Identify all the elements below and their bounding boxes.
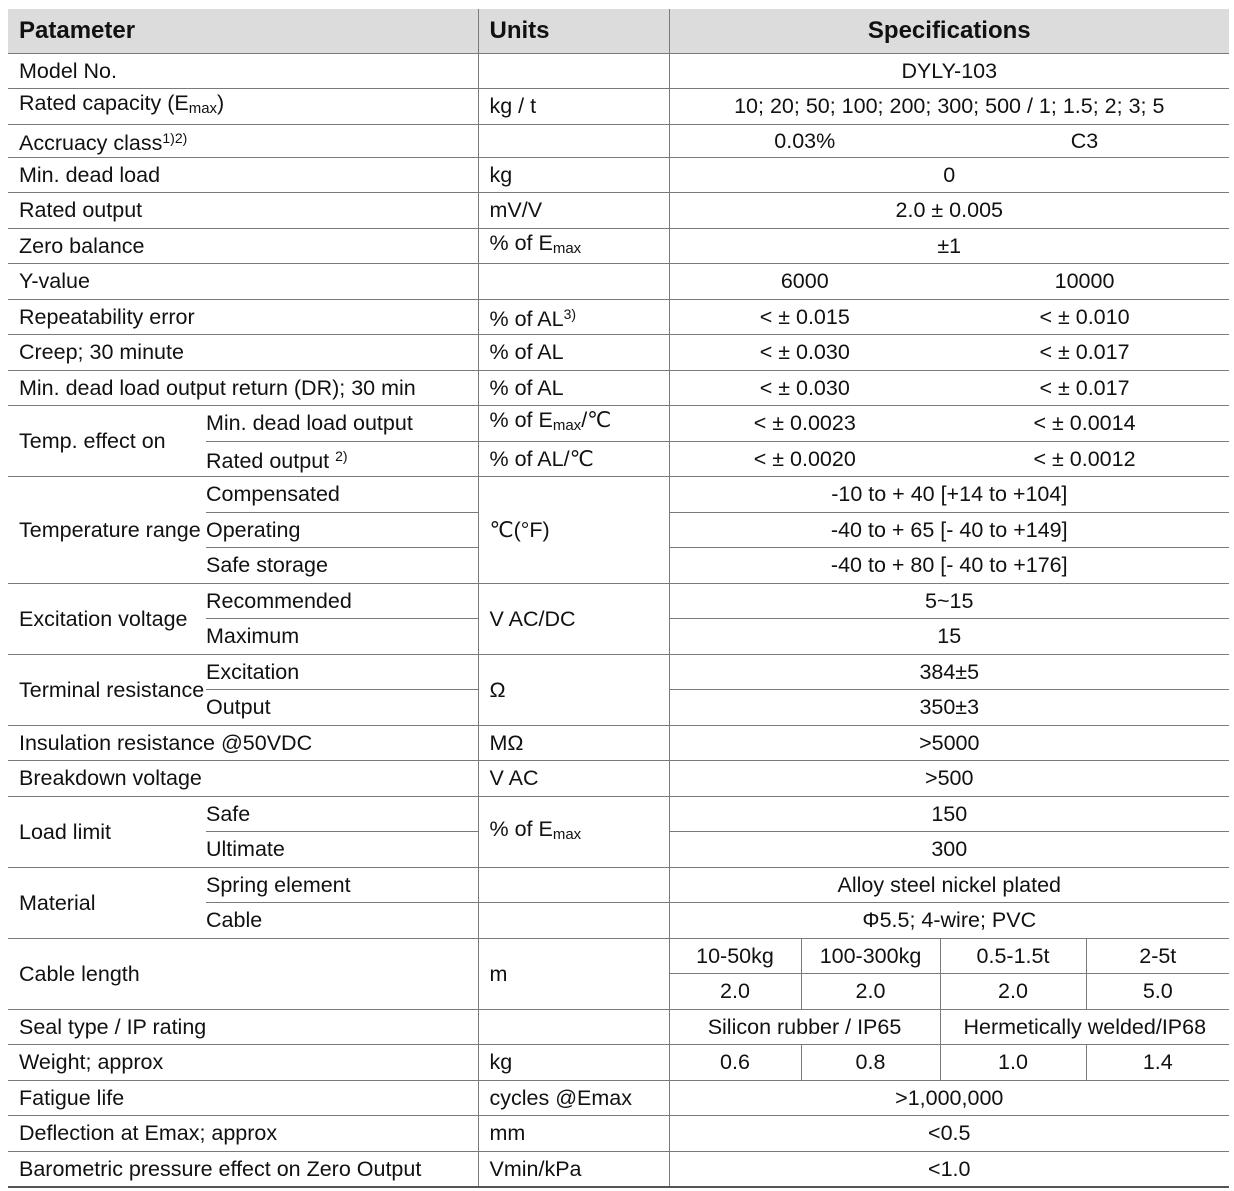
value-repeat-2: < ± 0.010 (940, 299, 1229, 335)
sub-material-spring: Spring element (206, 867, 478, 903)
param-zero: Zero balance (8, 228, 478, 264)
value-temp-effect-deadload-2: < ± 0.0014 (940, 406, 1229, 442)
unit-excitation: V AC/DC (478, 583, 669, 654)
value-yvalue-1: 6000 (669, 264, 940, 300)
unit-ratedout: mV/V (478, 193, 669, 229)
value-loadlimit-safe: 150 (669, 796, 1229, 832)
unit-zero: % of $E_{max}$ (478, 228, 669, 264)
unit-yvalue (478, 264, 669, 300)
cable-length-4: 5.0 (1086, 974, 1229, 1010)
cable-range-1: 10-50kg (669, 938, 801, 974)
table-row (8, 264, 1229, 300)
value-ratedout: 2.0 ± 0.005 (669, 193, 1229, 229)
param-excitation: Excitation voltage (8, 583, 206, 654)
cable-range-4: 2-5t (1086, 938, 1229, 974)
param-accuracy: Accruacy class$^{1)2)}$ (8, 124, 478, 157)
param-repeat: Repeatability error (8, 299, 478, 335)
unit-deadload: kg (478, 157, 669, 193)
value-barometric: <1.0 (669, 1151, 1229, 1187)
unit-capacity: kg / t (478, 89, 669, 125)
value-accuracy-2: C3 (940, 124, 1229, 157)
weight-4: 1.4 (1086, 1045, 1229, 1081)
unit-barometric: Vmin/kPa (478, 1151, 669, 1187)
table-row (8, 867, 1229, 903)
table-row (8, 1116, 1229, 1152)
weight-3: 1.0 (940, 1045, 1086, 1081)
table-row (8, 796, 1229, 832)
param-breakdown: Breakdown voltage (8, 761, 478, 797)
value-excitation-recommended: 5~15 (669, 583, 1229, 619)
unit-cable-length: m (478, 938, 669, 1009)
table-row (8, 335, 1229, 371)
table-row (8, 583, 1229, 619)
sub-temp-effect-deadload: Min. dead load output (206, 406, 478, 442)
value-capacity: 10; 20; 50; 100; 200; 300; 500 / 1; 1.5; 2; 3; 5 (669, 89, 1229, 125)
sub-temp-operating: Operating (206, 512, 478, 548)
unit-fatigue: cycles @Emax (478, 1080, 669, 1116)
sub-loadlimit-ultimate: Ultimate (206, 832, 478, 868)
unit-terminal: Ω (478, 654, 669, 725)
table-row (8, 938, 1229, 974)
param-ratedout: Rated output (8, 193, 478, 229)
param-fatigue: Fatigue life (8, 1080, 478, 1116)
header-parameter: Patameter (8, 9, 478, 53)
sub-excitation-recommended: Recommended (206, 583, 478, 619)
unit-temp-effect-deadload: % of $E_{max}/℃$ (478, 406, 669, 442)
cable-length-1: 2.0 (669, 974, 801, 1010)
table-row (8, 1080, 1229, 1116)
cable-range-3: 0.5-1.5t (940, 938, 1086, 974)
cable-range-2: 100-300kg (801, 938, 940, 974)
table-row (8, 157, 1229, 193)
unit-creep: % of AL (478, 335, 669, 371)
value-temp-effect-ratedout-2: < ± 0.0012 (940, 441, 1229, 477)
table-row (8, 406, 1229, 442)
param-terminal: Terminal resistance (8, 654, 206, 725)
table-row (8, 1151, 1229, 1187)
table-row (8, 299, 1229, 335)
table-row (8, 89, 1229, 125)
param-loadlimit: Load limit (8, 796, 206, 867)
param-yvalue: Y-value (8, 264, 478, 300)
param-cable-length: Cable length (8, 938, 478, 1009)
value-loadlimit-ultimate: 300 (669, 832, 1229, 868)
table-row (8, 477, 1229, 513)
header-specifications: Specifications (669, 9, 1229, 53)
value-dr-2: < ± 0.017 (940, 370, 1229, 406)
value-deadload: 0 (669, 157, 1229, 193)
table-header-row (8, 9, 1229, 53)
unit-accuracy (478, 124, 669, 157)
unit-model (478, 53, 669, 89)
unit-material-spring (478, 867, 669, 903)
unit-material-cable (478, 903, 669, 939)
value-zero: ±1 (669, 228, 1229, 264)
table-row (8, 761, 1229, 797)
sub-temp-effect-ratedout: Rated output $^{2)}$ (206, 441, 478, 477)
value-temp-storage: -40 to + 80 [- 40 to +176] (669, 548, 1229, 584)
value-creep-2: < ± 0.017 (940, 335, 1229, 371)
param-material: Material (8, 867, 206, 938)
param-insulation: Insulation resistance @50VDC (8, 725, 478, 761)
param-temp-range: Temperature range (8, 477, 206, 584)
sub-temp-compensated: Compensated (206, 477, 478, 513)
value-dr-1: < ± 0.030 (669, 370, 940, 406)
value-breakdown: >500 (669, 761, 1229, 797)
value-material-spring: Alloy steel nickel plated (669, 867, 1229, 903)
value-temp-effect-ratedout-1: < ± 0.0020 (669, 441, 940, 477)
param-deadload: Min. dead load (8, 157, 478, 193)
table-row (8, 124, 1229, 157)
weight-1: 0.6 (669, 1045, 801, 1081)
value-temp-operating: -40 to + 65 [- 40 to +149] (669, 512, 1229, 548)
value-temp-compensated: -10 to + 40 [+14 to +104] (669, 477, 1229, 513)
unit-temp-effect-ratedout: % of AL/℃ (478, 441, 669, 477)
value-repeat-1: < ± 0.015 (669, 299, 940, 335)
value-excitation-maximum: 15 (669, 619, 1229, 655)
weight-2: 0.8 (801, 1045, 940, 1081)
table-row (8, 228, 1229, 264)
table-row (8, 654, 1229, 690)
sub-material-cable: Cable (206, 903, 478, 939)
value-terminal-output: 350±3 (669, 690, 1229, 726)
unit-breakdown: V AC (478, 761, 669, 797)
value-deflection: <0.5 (669, 1116, 1229, 1152)
param-seal: Seal type / IP rating (8, 1009, 478, 1045)
sub-excitation-maximum: Maximum (206, 619, 478, 655)
param-creep: Creep; 30 minute (8, 335, 478, 371)
table-row (8, 193, 1229, 229)
value-creep-1: < ± 0.030 (669, 335, 940, 371)
param-deflection: Deflection at Emax; approx (8, 1116, 478, 1152)
value-temp-effect-deadload-1: < ± 0.0023 (669, 406, 940, 442)
param-barometric: Barometric pressure effect on Zero Output (8, 1151, 478, 1187)
param-weight: Weight; approx (8, 1045, 478, 1081)
table-row (8, 725, 1229, 761)
value-model: DYLY-103 (669, 53, 1229, 89)
param-capacity: Rated capacity $(E_{max})$ (8, 89, 478, 125)
sub-terminal-output: Output (206, 690, 478, 726)
header-units: Units (478, 9, 669, 53)
unit-insulation: MΩ (478, 725, 669, 761)
unit-dr: % of AL (478, 370, 669, 406)
sub-loadlimit-safe: Safe (206, 796, 478, 832)
value-seal-2: Hermetically welded/IP68 (940, 1009, 1229, 1045)
value-material-cable: Φ5.5; 4-wire; PVC (669, 903, 1229, 939)
specification-table (8, 9, 1229, 1188)
table-row (8, 53, 1229, 89)
unit-loadlimit: % of $E_{max}$ (478, 796, 669, 867)
sub-temp-storage: Safe storage (206, 548, 478, 584)
value-accuracy-1: 0.03% (669, 124, 940, 157)
value-fatigue: >1,000,000 (669, 1080, 1229, 1116)
unit-temp-range: ℃(°F) (478, 477, 669, 584)
unit-deflection: mm (478, 1116, 669, 1152)
cable-length-2: 2.0 (801, 974, 940, 1010)
unit-weight: kg (478, 1045, 669, 1081)
table-row (8, 1009, 1229, 1045)
value-insulation: >5000 (669, 725, 1229, 761)
value-seal-1: Silicon rubber / IP65 (669, 1009, 940, 1045)
param-temp-effect: Temp. effect on (8, 406, 206, 477)
param-model: Model No. (8, 53, 478, 89)
value-yvalue-2: 10000 (940, 264, 1229, 300)
table-row (8, 1045, 1229, 1081)
sub-terminal-excitation: Excitation (206, 654, 478, 690)
cable-length-3: 2.0 (940, 974, 1086, 1010)
table-row (8, 370, 1229, 406)
value-terminal-excitation: 384±5 (669, 654, 1229, 690)
unit-seal (478, 1009, 669, 1045)
unit-repeat: % of AL$^{3)}$ (478, 299, 669, 335)
param-dr: Min. dead load output return (DR); 30 min (8, 370, 478, 406)
